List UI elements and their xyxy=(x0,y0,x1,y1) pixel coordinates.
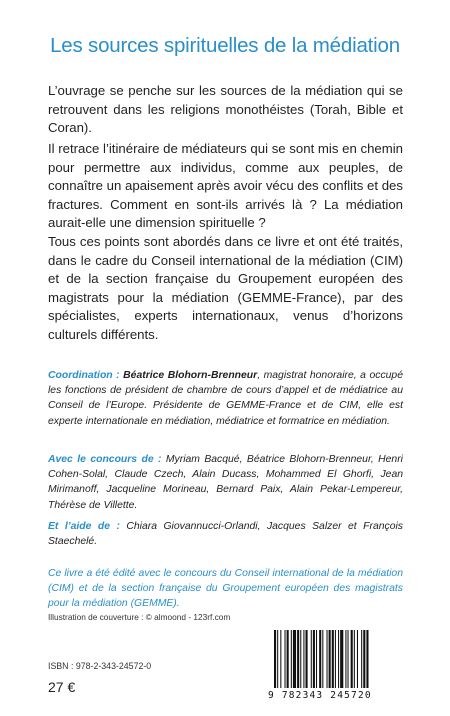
barcode-bar xyxy=(363,630,365,688)
aide-text: Chiara Giovannucci-Orlandi, Jacques Salzer et François Staechelé. xyxy=(48,521,403,548)
barcode-bar xyxy=(274,630,276,688)
barcode-bar xyxy=(361,630,362,688)
edition-note xyxy=(48,566,403,612)
barcode-bar xyxy=(316,630,317,688)
paragraph-text: Tous ces points sont abordés dans ce livre et ont été traités, dans le cadre du Conseil international de la médiation (CIM) et de la section française du Groupement européen des magistrats pour la médiation (GEMME-France), par des spécialistes, experts internationaux, venus d’horizons culturels différents. xyxy=(48,234,403,342)
barcode-bar xyxy=(285,630,286,688)
isbn: ISBN : 978-2-343-24572-0 xyxy=(48,661,152,671)
illustration-credit: Illustration de couverture : © almoond - 123rf.com xyxy=(48,612,231,622)
barcode-bar xyxy=(322,630,323,688)
barcode-bar xyxy=(311,630,312,688)
barcode-bar xyxy=(332,630,334,688)
barcode-bar xyxy=(340,630,343,688)
barcode-bar xyxy=(300,630,301,688)
concours-label: Avec le concours de : xyxy=(48,454,162,465)
price: 27 € xyxy=(48,679,76,695)
barcode-bar xyxy=(291,630,292,688)
barcode-bar xyxy=(366,630,368,688)
coordination-text: , magistrat honoraire, a occupé les fonctions de président de chambre de cours d’appel et de médiatrice au Conseil de l’Europe. Présidente de GEMME-France et de CIM, elle est experte internationale en médiation, médiatrice et formatrice en médiation. xyxy=(48,370,403,427)
aide-label: Et l’aide de : xyxy=(48,521,120,532)
blurb-paragraph-3 xyxy=(48,233,403,344)
barcode-bar xyxy=(329,630,331,688)
blurb-paragraph-2 xyxy=(48,140,403,233)
barcode-bar xyxy=(280,630,281,688)
coordinator-name: Béatrice Blohorn-Brenneur xyxy=(123,370,258,381)
blurb-paragraph-1 xyxy=(48,82,403,138)
edition-note-text: Ce livre a été édité avec le concours du Conseil international de la médiation (CIM) et de la section française du Groupement européen des magistrats pour la médiation (GEMME). xyxy=(48,568,403,610)
barcode-bar xyxy=(348,630,349,688)
barcode-bar xyxy=(354,630,355,688)
barcode-bar xyxy=(338,630,339,688)
barcode-bar xyxy=(335,630,336,688)
paragraph-text: Il retrace l’itinéraire de médiateurs qui se sont mis en chemin pour permettre aux individus, comme aux peuples, de connaître un apaisement après avoir vécu des conflits et des fractures. Comment en sont-ils arrivés là ? La médiation aurait-elle une dimension spirituelle ? xyxy=(48,141,403,230)
coordination-label: Coordination : xyxy=(48,370,120,381)
barcode-bar xyxy=(351,630,353,688)
barcode-bar xyxy=(357,630,358,688)
contributors-credit xyxy=(48,452,403,513)
barcode-digits: 9 782343 245720 xyxy=(268,690,372,701)
book-title: Les sources spirituelles de la médiation xyxy=(50,34,400,57)
barcode-bar xyxy=(287,630,289,688)
concours-text: Myriam Bacqué, Béatrice Blohorn-Brenneur, Henri Cohen-Solal, Claude Czech, Alain Ducass, Mohammed El Ghorfi, Jean Mirimanoff, Jacqueline Morineau, Bernard Paix, Alain Pekar-Lempereur, Thérèse de Villette. xyxy=(48,454,403,511)
barcode-bar xyxy=(306,630,308,688)
coordination-credit xyxy=(48,368,403,429)
barcode-bar xyxy=(319,630,321,688)
barcode-bar xyxy=(313,630,315,688)
assistance-credit xyxy=(48,519,403,549)
barcode-bar xyxy=(303,630,304,688)
barcode-bar xyxy=(345,630,346,688)
barcode-bars xyxy=(268,630,408,688)
paragraph-text: L’ouvrage se penche sur les sources de la médiation qui se retrouvent dans les religions monothéistes (Torah, Bible et Coran). xyxy=(48,83,403,135)
barcode xyxy=(268,630,408,702)
barcode-bar xyxy=(297,630,299,688)
barcode-bar xyxy=(293,630,296,688)
barcode-bar xyxy=(277,630,278,688)
barcode-bar xyxy=(327,630,328,688)
